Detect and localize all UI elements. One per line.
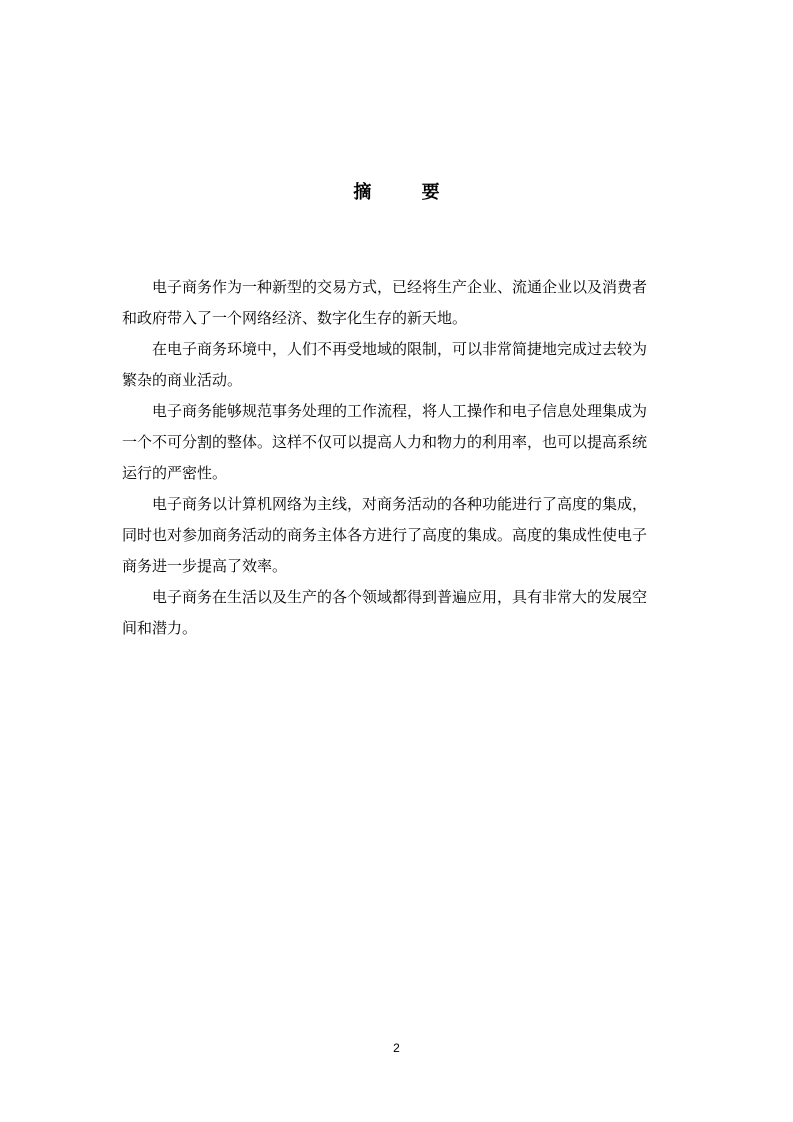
- paragraph-5: [122, 582, 678, 644]
- paragraph-line: 同时也对参加商务活动的商务主体各方进行了高度的集成。高度的集成性使电子: [122, 526, 648, 544]
- paragraph-line: 电子商务以计算机网络为主线，对商务活动的各种功能进行了高度的集成，: [152, 495, 648, 513]
- paragraph-line: 间和潜力。: [122, 619, 198, 637]
- paragraph-line: 繁杂的商业活动。: [122, 371, 243, 389]
- paragraph-line: 电子商务作为一种新型的交易方式，已经将生产企业、流通企业以及消费者: [152, 278, 648, 296]
- page-number: 2: [393, 1041, 400, 1055]
- paragraph-line: 一个不可分割的整体。这样不仅可以提高人力和物力的利用率，也可以提高系统: [122, 433, 648, 451]
- abstract-body: [122, 272, 678, 644]
- paragraph-line: 商务进一步提高了效率。: [122, 557, 288, 575]
- paragraph-line: 和政府带入了一个网络经济、数字化生存的新天地。: [122, 309, 468, 327]
- paragraph-line: 运行的严密性。: [122, 464, 228, 482]
- paragraph-line: 电子商务能够规范事务处理的工作流程，将人工操作和电子信息处理集成为: [152, 402, 648, 420]
- paragraph-3: [122, 396, 678, 489]
- paragraph-2: [122, 334, 678, 396]
- page-title: 摘 要: [353, 182, 462, 203]
- paragraph-line: 在电子商务环境中，人们不再受地域的限制，可以非常简捷地完成过去较为: [152, 340, 648, 358]
- paragraph-4: [122, 489, 678, 582]
- paragraph-1: [122, 272, 678, 334]
- paragraph-line: 电子商务在生活以及生产的各个领域都得到普遍应用，具有非常大的发展空: [152, 588, 648, 606]
